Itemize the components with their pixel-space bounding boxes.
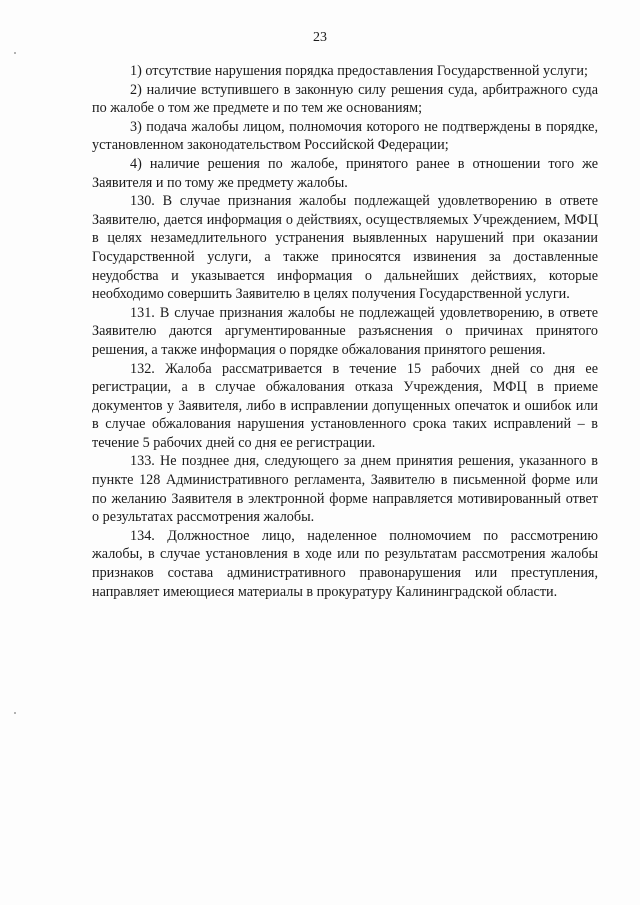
clause-132: 132. Жалоба рассматривается в течение 15 рабочих дней со дня ее регистрации, а в случае обжалования отказа Учреждения, МФЦ в приеме документов у Заявителя, либо в исправлении допущенных опечаток и ошибок или в случае обжалования нарушения установленного срока таких исправлений – в течение 5 рабочих дней со дня ее регистрации. [92,360,598,451]
scan-speck-top [14,52,16,54]
list-item-reason-2: 2) наличие вступившего в законную силу решения суда, арбитражного суда по жалобе о том же предмете и по тем же основаниям; [92,81,598,117]
scan-speck-middle [14,712,16,714]
list-item-reason-1: 1) отсутствие нарушения порядка предоставления Государственной услуги; [130,63,588,79]
clause-134: 134. Должностное лицо, наделенное полномочием по рассмотрению жалобы, в случае установления в ходе или по результатам рассмотрения жалобы признаков состава административного правонарушения или преступления, направляет имеющиеся материалы в прокуратуру Калининградской области. [92,527,598,600]
clause-133: 133. Не позднее дня, следующего за днем принятия решения, указанного в пункте 128 Административного регламента, Заявителю в письменной форме или по желанию Заявителя в электронной форме направляется мотивированный ответ о результатах рассмотрения жалобы. [92,453,598,526]
clause-131: 131. В случае признания жалобы не подлежащей удовлетворению, в ответе Заявителю даются аргументированные разъяснения о причинах принятого решения, а также информация о порядке обжалования принятого решения. [92,304,598,358]
list-item-reason-4: 4) наличие решения по жалобе, принятого ранее в отношении того же Заявителя и по тому же предмету жалобы. [92,155,598,191]
page-number: 23 [313,30,327,45]
document-body [92,62,598,601]
clause-130: 130. В случае признания жалобы подлежащей удовлетворению в ответе Заявителю, дается информация о действиях, осуществляемых Учреждением, МФЦ в целях незамедлительного устранения выявленных нарушений при оказании Государственной услуги, а также приносятся извинения за доставленные неудобства и указывается информация о дальнейших действиях, которые необходимо совершить Заявителю в целях получения Государственной услуги. [92,193,598,303]
list-item-reason-3: 3) подача жалобы лицом, полномочия которого не подтверждены в порядке, установленном законодательством Российской Федерации; [92,118,598,154]
